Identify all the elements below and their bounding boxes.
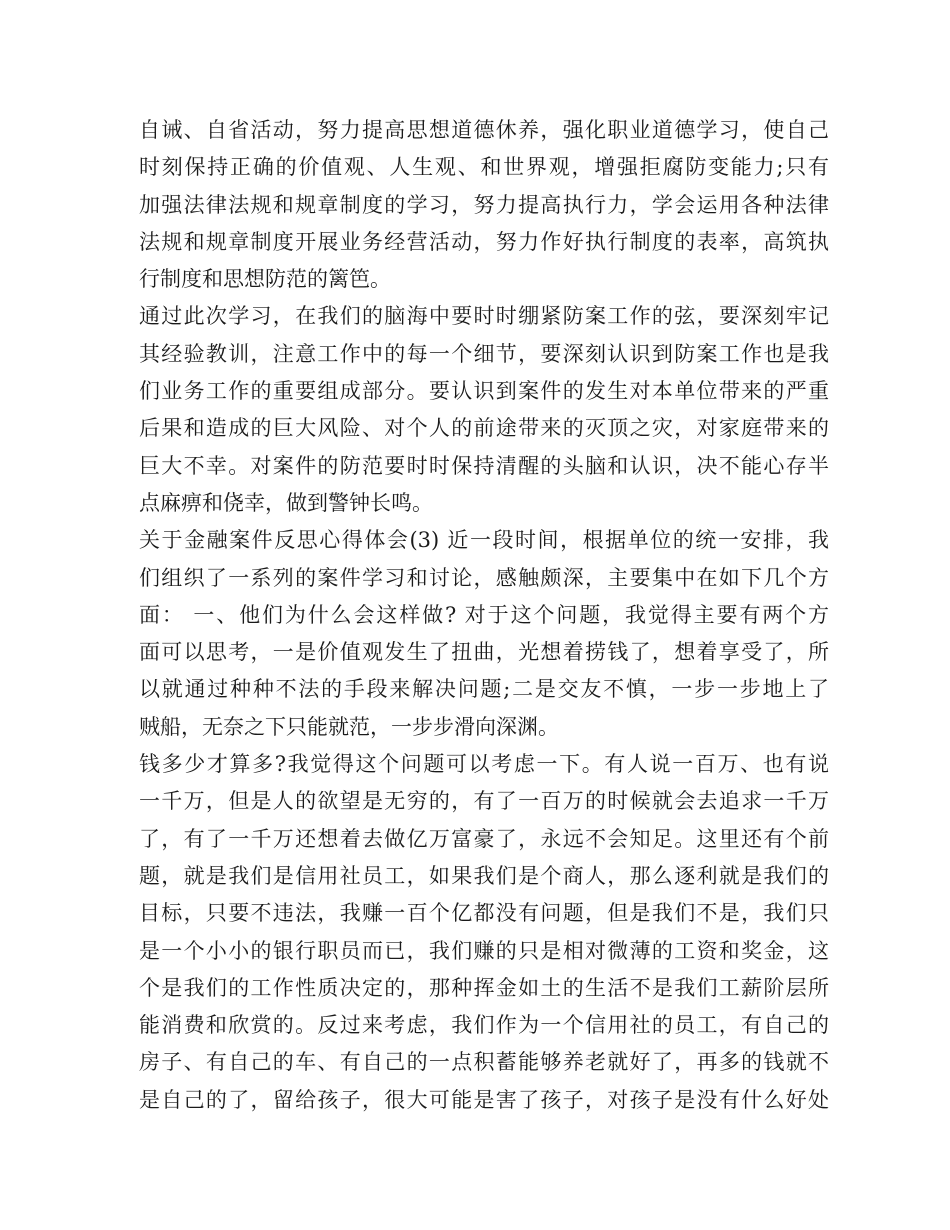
text-line: 其经验教训，注意工作中的每一个细节，要深刻认识到防案工作也是我 <box>139 341 829 366</box>
text-line: 题，就是我们是信用社员工，如果我们是个商人，那么逐利就是我们的 <box>139 863 829 888</box>
text-line: 以就通过种种不法的手段来解决问题;二是交友不慎，一步一步地上了 <box>139 677 829 702</box>
text-line: 点麻痹和侥幸，做到警钟长鸣。 <box>139 490 433 515</box>
text-line: 们业务工作的重要组成部分。要认识到案件的发生对本单位带来的严重 <box>139 379 829 404</box>
text-line: 关于金融案件反思心得体会(3) 近一段时间，根据单位的统一安排，我 <box>139 528 829 553</box>
text-line: 法规和规章制度开展业务经营活动，努力作好执行制度的表率，高筑执 <box>139 229 829 254</box>
text-line: 后果和造成的巨大风险、对个人的前途带来的灭顶之灾，对家庭带来的 <box>139 416 829 441</box>
text-line: 面： 一、他们为什么会这样做? 对于这个问题，我觉得主要有两个方 <box>139 602 829 627</box>
text-line: 贼船，无奈之下只能就范，一步步滑向深渊。 <box>139 714 559 739</box>
text-line: 是自己的了，留给孩子，很大可能是害了孩子，对孩子是没有什么好处 <box>139 1087 829 1112</box>
paragraph-3 <box>139 522 829 746</box>
text-line: 个是我们的工作性质决定的，那种挥金如土的生活不是我们工薪阶层所 <box>139 975 829 1000</box>
text-line: 自诫、自省活动，努力提高思想道德休养，强化职业道德学习，使自己 <box>139 118 829 142</box>
text-line: 能消费和欣赏的。反过来考虑，我们作为一个信用社的员工，有自己的 <box>139 1013 829 1038</box>
text-line: 房子、有自己的车、有自己的一点积蓄能够养老就好了，再多的钱就不 <box>139 1050 829 1075</box>
text-line: 时刻保持正确的价值观、人生观、和世界观，增强拒腐防变能力;只有 <box>139 155 829 180</box>
text-line: 加强法律法规和规章制度的学习，努力提高执行力，学会运用各种法律 <box>139 192 829 217</box>
text-line: 行制度和思想防范的篱笆。 <box>139 267 391 292</box>
text-line: 钱多少才算多?我觉得这个问题可以考虑一下。有人说一百万、也有说 <box>139 752 829 777</box>
text-line: 了，有了一千万还想着去做亿万富豪了，永远不会知足。这里还有个前 <box>139 826 829 851</box>
paragraph-4 <box>139 746 829 1119</box>
text-line: 巨大不幸。对案件的防范要时时保持清醒的头脑和认识，决不能心存半 <box>139 453 829 478</box>
text-line: 通过此次学习，在我们的脑海中要时时绷紧防案工作的弦，要深刻牢记 <box>139 304 829 329</box>
paragraph-1 <box>139 112 829 298</box>
text-line: 是一个小小的银行职员而已，我们赚的只是相对微薄的工资和奖金，这 <box>139 938 829 963</box>
text-line: 面可以思考，一是价值观发生了扭曲，光想着捞钱了，想着享受了，所 <box>139 640 829 665</box>
paragraph-2 <box>139 298 829 522</box>
text-line: 一千万，但是人的欲望是无穷的，有了一百万的时候就会去追求一千万 <box>139 789 829 814</box>
text-line: 目标，只要不违法，我赚一百个亿都没有问题，但是我们不是，我们只 <box>139 901 829 926</box>
document-body <box>139 112 829 1119</box>
text-line: 们组织了一系列的案件学习和讨论，感触颇深，主要集中在如下几个方 <box>139 565 829 590</box>
